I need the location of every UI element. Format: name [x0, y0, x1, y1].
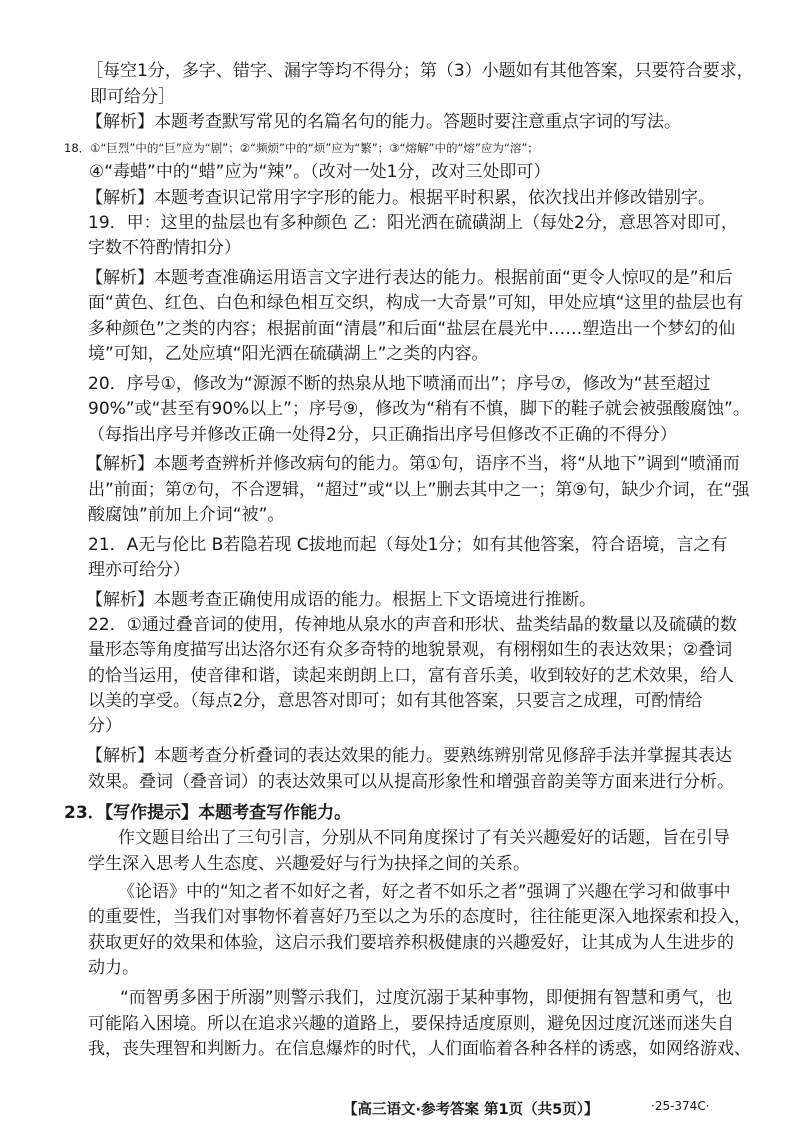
text-line: 《论语》中的“知之者不如好之者，好之者不如乐之者”强调了兴趣在学习和做事中 [118, 882, 731, 902]
text-line: 的重要性，当我们对事物怀着喜好乃至以之为乐的态度时，往往能更深入地探索和投入， [88, 907, 751, 927]
document-code: ·25-374C· [651, 1099, 710, 1113]
text-line: 21．A无与伦比 B若隐若现 C拔地而起（每处1分；如有其他答案，符合语境，言之有 [88, 535, 728, 555]
text-line: 23．【写作提示】本题考查写作能力。 [64, 803, 352, 823]
text-line: 酸腐蚀”前加上介词“被”。 [88, 505, 285, 525]
text-line: 出”前面；第⑦句，不合逻辑，“超过”或“以上”删去其中之一；第⑨句，缺少介词，在“强 [88, 480, 750, 500]
text-line: 19．甲：这里的盐层也有多种颜色 乙：阳光洒在硫磺湖上（每处2分，意思答对即可， [88, 213, 738, 233]
text-line: 22．①通过叠音词的使用，传神地从泉水的声音和形状、盐类结晶的数量以及硫磺的数 [88, 615, 737, 635]
text-line: 作文题目给出了三句引言，分别从不同角度探讨了有关兴趣爱好的话题，旨在引导 [118, 828, 730, 848]
text-line: 境”可知，乙处应填“阳光洒在硫磺湖上”之类的内容。 [88, 344, 489, 364]
text-line: 获取更好的效果和体验，这启示我们要培养积极健康的兴趣爱好，让其成为人生进步的 [88, 933, 734, 953]
text-line: 的恰当运用，使音律和谐，读起来朗朗上口，富有音乐美，收到较好的艺术效果，给人 [88, 666, 734, 686]
text-line: 【解析】本题考查辨析并修改病句的能力。第①句，语序不当，将“从地下”调到“喷涌而 [86, 454, 740, 474]
text-line: 90%”或“甚至有90%以上”；序号⑨，修改为“稍有不慎，脚下的鞋子就会被强酸腐蚀”。 [88, 399, 750, 419]
text-line: 我，丧失理智和判断力。在信息爆炸的时代，人们面临着各种各样的诱惑，如网络游戏、 [88, 1039, 751, 1059]
text-line: 可能陷入困境。所以在追求兴趣的道路上，要保持适度原则，避免因过度沉迷而迷失自 [88, 1014, 734, 1034]
text-line: 即可给分］ [90, 87, 175, 107]
text-line: 字数不符酌情扣分） [88, 238, 241, 258]
text-line: （每指出序号并修改正确一处得2分，只正确指出序号但修改不正确的不得分） [88, 425, 677, 445]
text-line: 【解析】本题考查正确使用成语的能力。根据上下文语境进行推断。 [86, 590, 596, 610]
text-line: 面“黄色、红色、白色和绿色相互交织，构成一大奇景”可知，甲处应填“这里的盐层也有 [88, 293, 744, 313]
text-line: 18．①“巨烈”中的“巨”应为“剧”；②“频烦”中的“烦”应为“繁”；③“熔解”中的“熔”应为“溶”； [64, 141, 539, 155]
text-line: 【解析】本题考查分析叠词的表达效果的能力。要熟练辨别常见修辞手法并掌握其表达 [86, 746, 732, 766]
text-line: 20．序号①，修改为“源源不断的热泉从地下喷涌而出”；序号⑦，修改为“甚至超过 [88, 374, 711, 394]
text-line: 【解析】本题考查识记常用字字形的能力。根据平时积累，依次找出并修改错别字。 [86, 188, 715, 208]
text-line: 【解析】本题考查默写常见的名篇名句的能力。答题时要注意重点字词的写法。 [86, 112, 681, 132]
text-line: 以美的享受。（每点2分，意思答对即可；如有其他答案，只要言之成理，可酌情给 [88, 691, 703, 711]
page-footer-label: 【高三语文·参考答案 第1页（共5页）】 [343, 1102, 599, 1118]
text-line: 分） [88, 716, 122, 736]
text-line: 【解析】本题考查准确运用语言文字进行表达的能力。根据前面“更令人惊叹的是”和后 [86, 268, 733, 288]
text-line: 量形态等角度描写出达洛尔还有众多奇特的地貌景观，有栩栩如生的表达效果；②叠词 [88, 640, 733, 660]
text-line: 效果。叠词（叠音词）的表达效果可以从提高形象性和增强音韵美等方面来进行分析。 [88, 772, 734, 792]
text-line: “而智勇多困于所溺”则警示我们，过度沉溺于某种事物，即便拥有智慧和勇气，也 [120, 988, 733, 1008]
text-line: 理亦可给分） [88, 560, 190, 580]
text-line: 学生深入思考人生态度、兴趣爱好与行为抉择之间的关系。 [88, 854, 530, 874]
text-line: 动力。 [88, 958, 139, 978]
text-line: ④“毒蜡”中的“蜡”应为“辣”。（改对一处1分，改对三处即可） [89, 162, 551, 182]
text-line: ［每空1分，多字、错字、漏字等均不得分；第（3）小题如有其他答案，只要符合要求， [86, 61, 754, 81]
text-line: 多种颜色”之类的内容；根据前面“清晨”和后面“盐层在晨光中……塑造出一个梦幻的仙 [88, 319, 736, 339]
